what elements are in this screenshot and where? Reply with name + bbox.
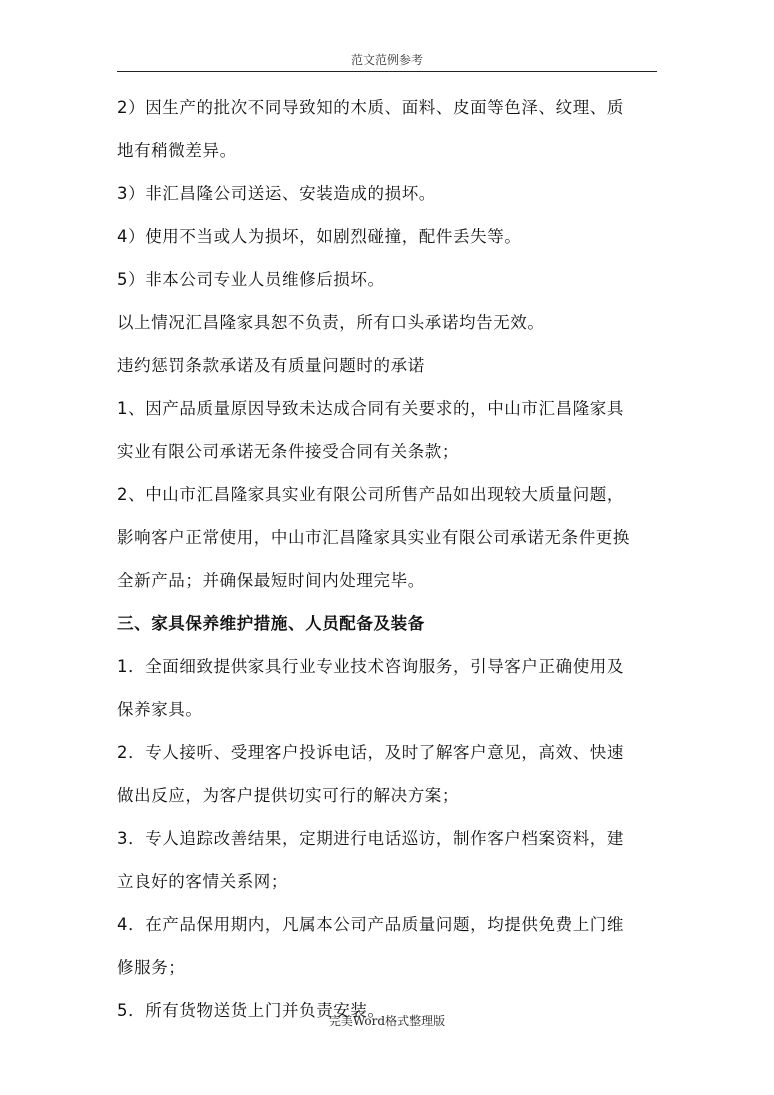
text-line: 实业有限公司承诺无条件接受合同有关条款；	[117, 442, 459, 461]
text-line: 5．所有货物送货上门并负责安装。	[117, 1001, 385, 1020]
text-line: 保养家具。	[117, 700, 203, 719]
text-line: 4）使用不当或人为损坏，如剧烈碰撞，配件丢失等。	[117, 227, 522, 246]
text-line: 2．专人接听、受理客户投诉电话，及时了解客户意见，高效、快速	[117, 743, 624, 762]
text-line: 修服务；	[117, 958, 186, 977]
text-line: 以上情况汇昌隆家具恕不负责，所有口头承诺均告无效。	[117, 313, 545, 332]
text-line: 做出反应，为客户提供切实可行的解决方案；	[117, 786, 459, 805]
text-line: 2）因生产的批次不同导致知的木质、面料、皮面等色泽、纹理、质	[117, 98, 624, 117]
text-line: 2、中山市汇昌隆家具实业有限公司所售产品如出现较大质量问题，	[117, 485, 624, 504]
text-line: 5）非本公司专业人员维修后损坏。	[117, 270, 385, 289]
text-line: 立良好的客情关系网；	[117, 872, 288, 891]
text-line: 影响客户正常使用，中山市汇昌隆家具实业有限公司承诺无条件更换	[117, 528, 630, 547]
page-footer: 完美Word格式整理版	[328, 1014, 446, 1028]
text-line: 4．在产品保用期内，凡属本公司产品质量问题，均提供免费上门维	[117, 915, 624, 934]
section-heading: 三、家具保养维护措施、人员配备及装备	[117, 614, 425, 633]
text-line: 违约惩罚条款承诺及有质量问题时的承诺	[117, 356, 425, 375]
text-line: 3）非汇昌隆公司送运、安装造成的损坏。	[117, 184, 436, 203]
text-line: 全新产品；并确保最短时间内处理完毕。	[117, 571, 425, 590]
text-line: 地有稍微差异。	[117, 141, 237, 160]
text-line: 1、因产品质量原因导致未达成合同有关要求的，中山市汇昌隆家具	[117, 399, 624, 418]
page-header: 范文范例参考	[350, 53, 423, 67]
text-line: 3．专人追踪改善结果，定期进行电话巡访，制作客户档案资料，建	[117, 829, 624, 848]
header-rule	[117, 71, 657, 72]
text-line: 1．全面细致提供家具行业专业技术咨询服务，引导客户正确使用及	[117, 657, 624, 676]
